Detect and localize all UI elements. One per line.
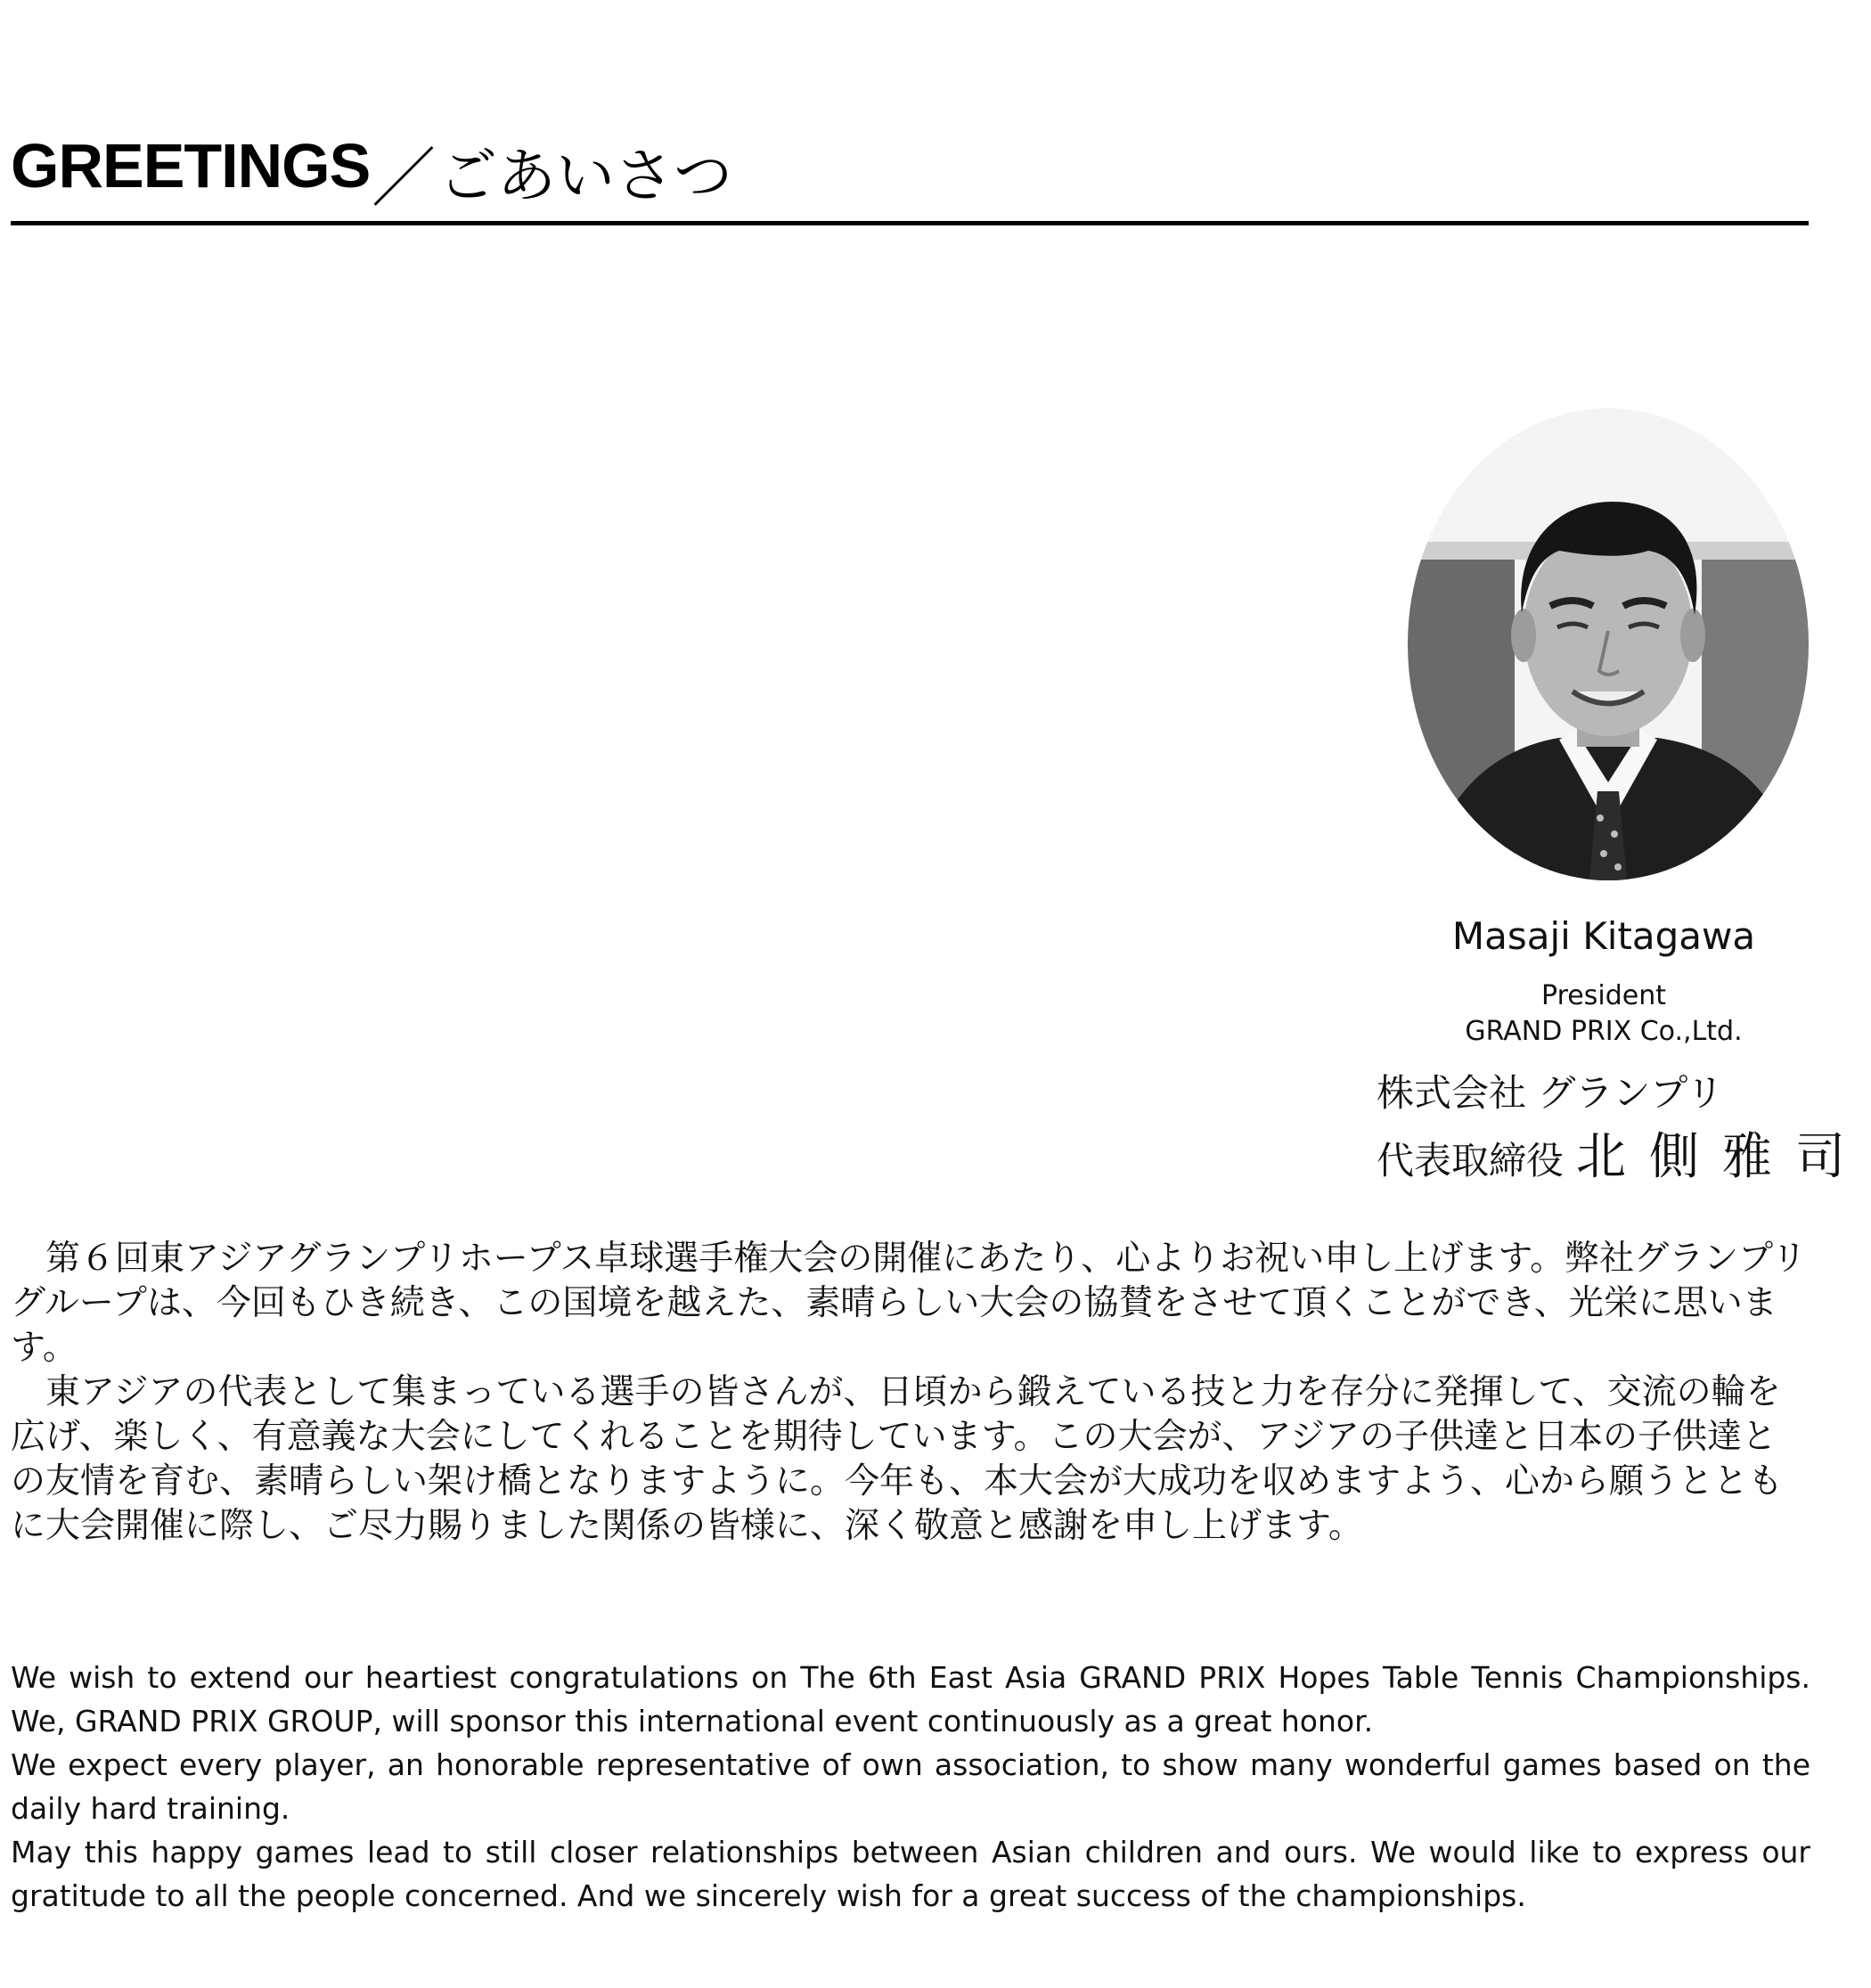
person-role-japanese: 代表取締役 [1377,1139,1565,1182]
person-title-english: President [1541,980,1666,1011]
person-role-row-japanese [1377,1117,1868,1189]
greeting-text-japanese [11,1237,1809,1549]
company-name-japanese: 株式会社 グランプリ [1377,1071,1724,1115]
greeting-paragraph-ja-2: 東アジアの代表として集まっている選手の皆さんが、日頃から鍛えている技と力を存分に発揮して、交流の輪を広げ、楽しく、有意義な大会にしてくれることを期待しています。この大会が、アジアの子供達と日本の子供達との友情を育む、素晴らしい架け橋となりますように。今年も、本大会が大成功を収めますよう、心から願うとともに大会開催に際し、ご尽力賜りました関係の皆様に、深く敬意と感謝を申し上げます。 [11,1372,1784,1546]
company-name-english: GRAND PRIX Co.,Ltd. [1465,1016,1743,1047]
person-name-english: Masaji Kitagawa [1451,914,1756,958]
greeting-paragraph-en-3: May this happy games lead to still closer relationships between Asian children and ours. We would like to express our gratitude to all the people concerned. And we sincerely wish for a great success of the championships. [11,1835,1810,1913]
page-header [11,123,1809,225]
greeting-text-english [11,1656,1810,1918]
greeting-paragraph-en-1: We wish to extend our heartiest congratulations on The 6th East Asia GRAND PRIX Hopes Table Tennis Championships. We, GRAND PRIX GROUP, will sponsor this international event continuously as a great honor. [11,1660,1810,1738]
portrait-illustration [1408,408,1809,880]
portrait-photo [1408,408,1809,880]
title-separator: ／ [372,141,437,216]
greeting-paragraph-en-2: We expect every player, an honorable representative of own association, to show many wonderful games based on the daily hard training. [11,1747,1810,1826]
page-title-japanese: ごあいさつ [438,142,732,210]
page-title-english: GREETINGS [11,131,371,200]
greeting-paragraph-ja-1: 第６回東アジアグランプリホープス卓球選手権大会の開催にあたり、心よりお祝い申し上げます。弊社グランプリグループは、今回もひき続き、この国境を越えた、素晴らしい大会の協賛をさせて頂くことができ、光栄に思います。 [11,1239,1807,1368]
person-name-japanese: 北側雅司 [1576,1128,1869,1186]
